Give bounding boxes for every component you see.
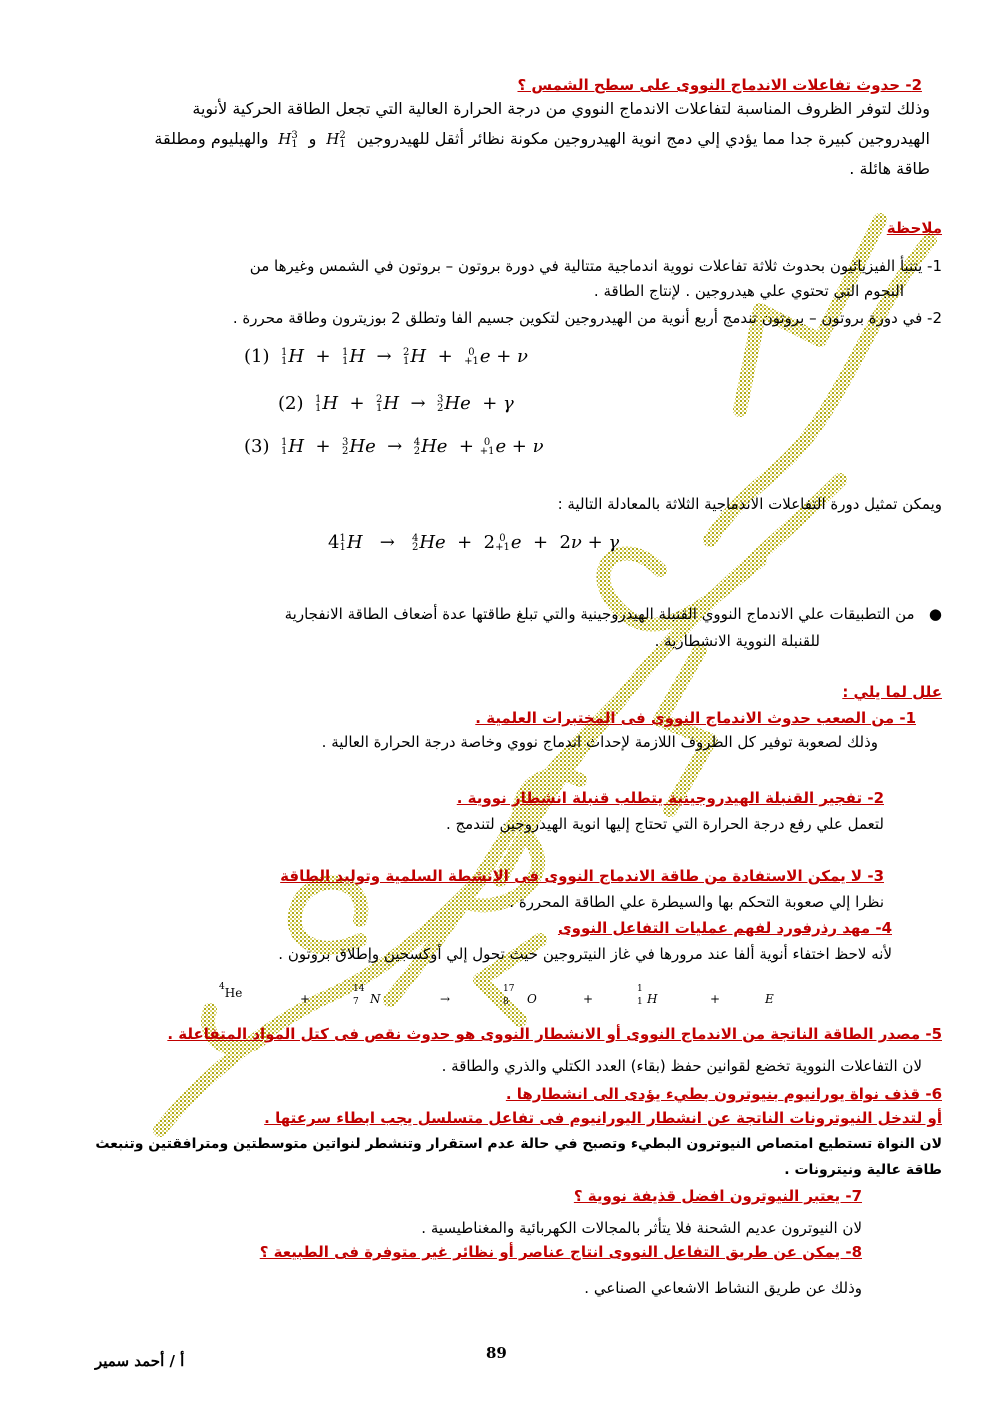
equation-1: (1) 1 1 H + 1 1 H → 2 1 H + 0 +1 e + ν <box>244 346 528 367</box>
question-5: 5- مصدر الطاقة الناتجة من الاندماج النووى أو الانشطار النووى هو حدوث نقص فى كتل المواد المتفاعلة . <box>167 1025 942 1043</box>
answer-4: لأنه لاحظ اختفاء أنوية ألفا عند مرورها في غاز النيتروجين حيث تحول إلي أوكسجين وإطلاق بروتون . <box>278 945 892 963</box>
question-7: 7- يعتبر النيوترون افضل قذيفة نووية ؟ <box>573 1187 862 1205</box>
note-item-1-cont: النجوم التي تحتوي علي هيدروجين . لإنتاج الطاقة . <box>593 282 904 300</box>
question-8: 8- يمكن عن طريق التفاعل النووى انتاج عناصر أو نظائر غير متوفرة فى الطبيعة ؟ <box>259 1243 862 1261</box>
question-4: 4- مهد رذرفورد لفهم عمليات التفاعل النووى <box>557 919 892 937</box>
tritium-symbol: 3 1 H <box>273 130 298 150</box>
note-heading: ملاحظة <box>886 219 942 237</box>
cycle-intro: ويمكن تمثيل دورة التفاعلات الاندماجية الثلاثة بالمعادلة التالية : <box>557 495 942 513</box>
reasons-heading: علل لما يلي : <box>842 683 942 701</box>
answer-7: لان النيوترون عديم الشحنة فلا يتأثر بالمجالات الكهربائية والمغناطيسية . <box>421 1219 862 1237</box>
bullet-point-cont: للقنبلة النووية الانشطارية . <box>654 632 820 650</box>
plus-sign: + <box>710 992 721 1006</box>
plus-sign: + <box>300 992 311 1006</box>
energy-symbol: E <box>765 992 774 1006</box>
answer-8: وذلك عن طريق النشاط الاشعاعي الصناعي . <box>584 1279 862 1297</box>
arrow-sign: → <box>440 992 451 1006</box>
equation-label: (2) <box>278 393 304 414</box>
paragraph-line: وذلك لتوفر الظروف المناسبة لتفاعلات الاندماج النووي من درجة الحرارة العالية التي تجعل الطاقة الحركية لأنوية <box>192 99 930 118</box>
answer-2: لتعمل علي رفع درجة الحرارة التي تحتاج إليها انوية الهيدروجين لتندمج . <box>445 815 884 833</box>
paragraph-text: والهيليوم ومطلقة <box>154 129 269 148</box>
proton-letter: H <box>647 992 658 1006</box>
question-6: 6- قذف نواة يورانيوم بنيوترون بطيء يؤدى الى انشطارها . <box>505 1085 942 1103</box>
answer-5: لان التفاعلات النووية تخضع لقوانين حفظ (بقاء) العدد الكتلي والذري والطاقة . <box>441 1057 922 1075</box>
proton-symbol: 1 1 <box>637 984 643 1007</box>
paragraph-text: الهيدروجين كبيرة جدا مما يؤدي إلي دمج انوية الهيدروجين مكونة نظائر أثقل للهيدروجين <box>356 129 930 148</box>
answer-1: وذلك لصعوبة توفير كل الظروف اللازمة لإحداث اندماج نووي وخاصة درجة الحرارة العالية . <box>321 733 878 751</box>
question-3: 3- لا يمكن الاستفادة من طاقة الاندماج النووى فى الانشطة السلمية وتوليد الطاقة <box>280 867 884 885</box>
rutherford-reaction <box>205 980 805 1020</box>
question-1: 1- من الصعب حدوث الاندماج النووى فى المختبرات العلمية . <box>475 709 916 727</box>
plus-sign: + <box>583 992 594 1006</box>
note-item-2: 2- في دورة بروتون – بروتون تندمج أربع أنوية من الهيدروجين لتكوين جسيم الفا وتطلق 2 بوزيترون وطاقة محررة . <box>232 309 942 327</box>
equation-overall: 4 1 1 H → 4 2 He + 2 0 +1 e + 2ν + γ <box>328 532 620 553</box>
oxygen-symbol: 17 8 <box>503 984 515 1007</box>
answer-6: لان النواة تستطيع امتصاص النيوترون البطيء وتصبح في حالة عدم استقرار وتنشطر لنواتين متوسطتين ومترافقتين وتنبعث <box>95 1136 942 1152</box>
equation-3: (3) 1 1 H + 3 2 He → 4 2 He + 0 +1 e + ν <box>244 436 544 457</box>
conjunction-text: و <box>308 129 317 148</box>
answer-3: نظرا إلي صعوبة التحكم بها والسيطرة علي الطاقة المحررة . <box>509 893 884 911</box>
oxygen-letter: O <box>527 992 537 1006</box>
question-2: 2- تفجير القنبلة الهيدروجينية يتطلب قنبلة انشطار نووية . <box>456 789 884 807</box>
page-number: 89 <box>486 1344 507 1362</box>
answer-6-cont: طاقة عالية ونيترونات . <box>784 1162 942 1178</box>
section-heading-sun-fusion: 2- حدوث تفاعلات الاندماج النووى على سطح الشمس ؟ <box>517 76 922 94</box>
equation-label: (3) <box>244 436 270 457</box>
nitrogen-symbol: 14 7 <box>353 984 365 1007</box>
equation-2: (2) 1 1 H + 2 1 H → 3 2 He + γ <box>278 393 514 414</box>
deuterium-symbol: 2 1 H <box>321 130 346 150</box>
paragraph-line <box>154 129 930 149</box>
bullet-point <box>285 604 942 624</box>
note-item-1: 1- يتنبأ الفيزيائيون بحدوث ثلاثة تفاعلات نووية اندماجية متتالية في دورة بروتون – بروتون في الشمس وغيرها من <box>249 257 942 275</box>
question-6-alt: أو لتدخل النيوترونات الناتجة عن انشطار اليورانيوم فى تفاعل متسلسل يجب ابطاء سرعتها . <box>264 1109 942 1127</box>
bullet-text: من التطبيقات علي الاندماج النووي القنبلة الهيدروجينية والتي تبلغ طاقتها عدة أضعاف الطاقة الانفجارية <box>284 605 915 623</box>
paragraph-line: طاقة هائلة . <box>849 159 930 178</box>
author-name: أ / أحمد سمير <box>95 1352 185 1370</box>
nitrogen-letter: N <box>370 992 381 1006</box>
equation-label: (1) <box>244 346 270 367</box>
alpha-symbol: $^4$He <box>219 982 243 1000</box>
bullet-icon: ● <box>914 605 942 623</box>
